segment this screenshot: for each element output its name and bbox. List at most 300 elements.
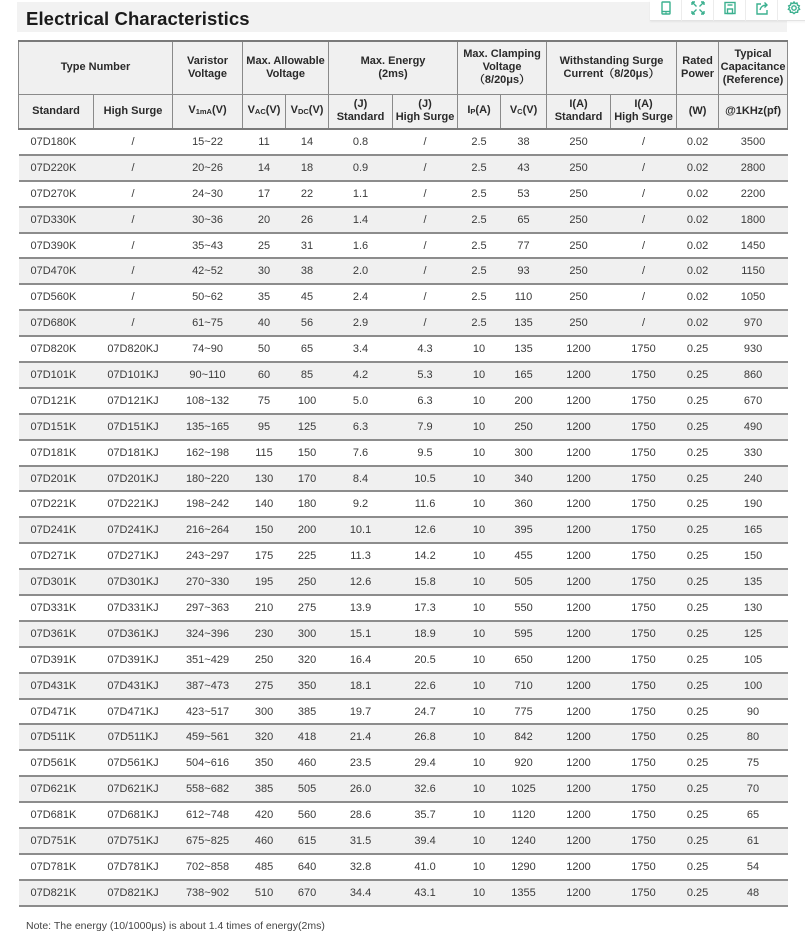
cell-vc: 395: [501, 517, 547, 543]
cell-current-standard: 1200: [547, 466, 611, 492]
cell-rated-power: 0.25: [677, 621, 719, 647]
subheader-high-surge: High Surge: [94, 94, 173, 129]
cell-vac: 50: [243, 336, 286, 362]
cell-energy-high-surge: 10.5: [393, 466, 458, 492]
cell-high-surge: 07D681KJ: [94, 802, 173, 828]
table-row: [19, 517, 788, 543]
cell-energy-standard: 1.1: [329, 181, 393, 207]
cell-ip: 10: [458, 647, 501, 673]
cell-vac: 485: [243, 854, 286, 880]
cell-ip: 10: [458, 724, 501, 750]
cell-vdc: 125: [286, 414, 329, 440]
cell-capacitance: 240: [719, 466, 788, 492]
cell-current-high-surge: 1750: [611, 466, 677, 492]
cell-rated-power: 0.25: [677, 336, 719, 362]
cell-varistor-voltage: 387~473: [173, 673, 243, 699]
cell-energy-high-surge: 15.8: [393, 569, 458, 595]
cell-vdc: 250: [286, 569, 329, 595]
cell-rated-power: 0.25: [677, 699, 719, 725]
cell-varistor-voltage: 15~22: [173, 129, 243, 155]
table-row: [19, 362, 788, 388]
cell-ip: 10: [458, 802, 501, 828]
cell-current-standard: 1200: [547, 880, 611, 906]
cell-vdc: 560: [286, 802, 329, 828]
cell-vac: 275: [243, 673, 286, 699]
cell-varistor-voltage: 675~825: [173, 828, 243, 854]
cell-energy-standard: 11.3: [329, 543, 393, 569]
cell-capacitance: 135: [719, 569, 788, 595]
cell-vac: 11: [243, 129, 286, 155]
cell-ip: 10: [458, 466, 501, 492]
cell-capacitance: 2200: [719, 181, 788, 207]
cell-energy-high-surge: 7.9: [393, 414, 458, 440]
cell-energy-standard: 2.4: [329, 284, 393, 310]
expand-button[interactable]: [682, 0, 714, 21]
header-type-number: Type Number: [19, 41, 173, 94]
cell-current-standard: 1200: [547, 491, 611, 517]
cell-vc: 135: [501, 336, 547, 362]
cell-vc: 505: [501, 569, 547, 595]
cell-rated-power: 0.25: [677, 491, 719, 517]
cell-capacitance: 80: [719, 724, 788, 750]
cell-ip: 2.5: [458, 129, 501, 155]
cell-vac: 20: [243, 207, 286, 233]
cell-capacitance: 1800: [719, 207, 788, 233]
subheader-ip: $I_P(A)$: [458, 94, 501, 129]
cell-current-high-surge: 1750: [611, 621, 677, 647]
table-row: [19, 129, 788, 155]
cell-high-surge: 07D151KJ: [94, 414, 173, 440]
cell-vc: 165: [501, 362, 547, 388]
cell-varistor-voltage: 324~396: [173, 621, 243, 647]
cell-current-high-surge: /: [611, 181, 677, 207]
cell-energy-standard: 9.2: [329, 491, 393, 517]
cell-high-surge: 07D241KJ: [94, 517, 173, 543]
cell-capacitance: 48: [719, 880, 788, 906]
cell-high-surge: 07D301KJ: [94, 569, 173, 595]
cell-current-high-surge: 1750: [611, 336, 677, 362]
cell-energy-high-surge: 41.0: [393, 854, 458, 880]
cell-current-standard: 1200: [547, 724, 611, 750]
cell-varistor-voltage: 135~165: [173, 414, 243, 440]
cell-vc: 1290: [501, 854, 547, 880]
cell-current-standard: 1200: [547, 776, 611, 802]
settings-icon: [787, 1, 801, 20]
cell-vdc: 460: [286, 750, 329, 776]
cell-rated-power: 0.25: [677, 440, 719, 466]
cell-energy-standard: 6.3: [329, 414, 393, 440]
cell-ip: 2.5: [458, 284, 501, 310]
cell-vc: 200: [501, 388, 547, 414]
cell-current-standard: 1200: [547, 854, 611, 880]
header-rated-power: Rated Power: [677, 41, 719, 94]
cell-ip: 2.5: [458, 155, 501, 181]
cell-rated-power: 0.25: [677, 569, 719, 595]
cell-current-high-surge: /: [611, 155, 677, 181]
cell-vdc: 31: [286, 233, 329, 259]
cell-vdc: 350: [286, 673, 329, 699]
cell-vc: 842: [501, 724, 547, 750]
subheader-vc: $V_C(V)$: [501, 94, 547, 129]
cell-vdc: 670: [286, 880, 329, 906]
cell-vac: 510: [243, 880, 286, 906]
cell-current-high-surge: 1750: [611, 543, 677, 569]
cell-varistor-voltage: 90~110: [173, 362, 243, 388]
cell-energy-standard: 16.4: [329, 647, 393, 673]
cell-energy-high-surge: 11.6: [393, 491, 458, 517]
cell-vac: 420: [243, 802, 286, 828]
cell-capacitance: 490: [719, 414, 788, 440]
cell-current-high-surge: 1750: [611, 880, 677, 906]
table-row: [19, 673, 788, 699]
table-row: [19, 750, 788, 776]
cell-varistor-voltage: 504~616: [173, 750, 243, 776]
cell-vac: 210: [243, 595, 286, 621]
cell-varistor-voltage: 108~132: [173, 388, 243, 414]
cell-current-standard: 1200: [547, 362, 611, 388]
table-row: [19, 699, 788, 725]
cell-vac: 17: [243, 181, 286, 207]
cell-varistor-voltage: 558~682: [173, 776, 243, 802]
cell-standard: 07D301K: [19, 569, 94, 595]
cell-current-high-surge: 1750: [611, 440, 677, 466]
cell-energy-standard: 1.6: [329, 233, 393, 259]
table-row: [19, 647, 788, 673]
cell-current-standard: 250: [547, 233, 611, 259]
table-row: [19, 828, 788, 854]
cell-current-standard: 1200: [547, 647, 611, 673]
cell-standard: 07D561K: [19, 750, 94, 776]
cell-vdc: 22: [286, 181, 329, 207]
settings-button[interactable]: [778, 0, 805, 21]
header-row-units: [19, 94, 788, 129]
cell-current-high-surge: 1750: [611, 828, 677, 854]
cell-vdc: 615: [286, 828, 329, 854]
cell-high-surge: 07D431KJ: [94, 673, 173, 699]
cell-energy-standard: 5.0: [329, 388, 393, 414]
cell-energy-high-surge: /: [393, 233, 458, 259]
cell-vc: 775: [501, 699, 547, 725]
save-icon: [723, 1, 737, 20]
cell-vac: 75: [243, 388, 286, 414]
cell-standard: 07D390K: [19, 233, 94, 259]
cell-vc: 1120: [501, 802, 547, 828]
cell-current-standard: 1200: [547, 543, 611, 569]
cell-ip: 10: [458, 362, 501, 388]
cell-vdc: 200: [286, 517, 329, 543]
cell-energy-standard: 3.4: [329, 336, 393, 362]
cell-current-high-surge: 1750: [611, 854, 677, 880]
cell-energy-high-surge: 32.6: [393, 776, 458, 802]
cell-current-standard: 1200: [547, 517, 611, 543]
cell-current-high-surge: /: [611, 207, 677, 233]
cell-capacitance: 105: [719, 647, 788, 673]
cell-ip: 10: [458, 414, 501, 440]
cell-energy-standard: 19.7: [329, 699, 393, 725]
cell-energy-high-surge: 5.3: [393, 362, 458, 388]
table-row: [19, 543, 788, 569]
cell-capacitance: 100: [719, 673, 788, 699]
cell-energy-standard: 8.4: [329, 466, 393, 492]
cell-rated-power: 0.25: [677, 543, 719, 569]
header-row-groups: [19, 41, 788, 94]
cell-vdc: 170: [286, 466, 329, 492]
cell-vdc: 320: [286, 647, 329, 673]
cell-vc: 1025: [501, 776, 547, 802]
cell-high-surge: 07D271KJ: [94, 543, 173, 569]
cell-energy-high-surge: /: [393, 310, 458, 336]
cell-vc: 360: [501, 491, 547, 517]
cell-high-surge: 07D361KJ: [94, 621, 173, 647]
cell-capacitance: 670: [719, 388, 788, 414]
cell-current-standard: 250: [547, 129, 611, 155]
cell-vc: 110: [501, 284, 547, 310]
cell-vac: 460: [243, 828, 286, 854]
cell-vc: 43: [501, 155, 547, 181]
subheader-energy-standard: (J) Standard: [329, 94, 393, 129]
cell-energy-standard: 26.0: [329, 776, 393, 802]
cell-vac: 175: [243, 543, 286, 569]
cell-current-standard: 1200: [547, 750, 611, 776]
cell-vdc: 65: [286, 336, 329, 362]
cell-vac: 195: [243, 569, 286, 595]
cell-varistor-voltage: 702~858: [173, 854, 243, 880]
cell-varistor-voltage: 42~52: [173, 258, 243, 284]
cell-vc: 595: [501, 621, 547, 647]
table-row: [19, 569, 788, 595]
cell-energy-standard: 13.9: [329, 595, 393, 621]
cell-capacitance: 54: [719, 854, 788, 880]
cell-ip: 10: [458, 336, 501, 362]
subheader-capacitance-unit: @1KHz(pf): [719, 94, 788, 129]
cell-current-standard: 1200: [547, 440, 611, 466]
cell-current-high-surge: 1750: [611, 491, 677, 517]
cell-ip: 10: [458, 388, 501, 414]
cell-high-surge: /: [94, 129, 173, 155]
cell-standard: 07D271K: [19, 543, 94, 569]
cell-capacitance: 970: [719, 310, 788, 336]
table-row: [19, 207, 788, 233]
cell-vdc: 418: [286, 724, 329, 750]
cell-current-high-surge: 1750: [611, 595, 677, 621]
cell-ip: 10: [458, 595, 501, 621]
cell-rated-power: 0.25: [677, 647, 719, 673]
cell-current-standard: 250: [547, 258, 611, 284]
cell-high-surge: /: [94, 284, 173, 310]
cell-vac: 350: [243, 750, 286, 776]
cell-vac: 25: [243, 233, 286, 259]
cell-capacitance: 150: [719, 543, 788, 569]
table-row: [19, 595, 788, 621]
cell-ip: 10: [458, 440, 501, 466]
cell-vc: 93: [501, 258, 547, 284]
cell-varistor-voltage: 243~297: [173, 543, 243, 569]
cell-standard: 07D221K: [19, 491, 94, 517]
cell-ip: 2.5: [458, 258, 501, 284]
cell-energy-standard: 1.4: [329, 207, 393, 233]
cell-rated-power: 0.02: [677, 207, 719, 233]
cell-vac: 300: [243, 699, 286, 725]
cell-ip: 10: [458, 854, 501, 880]
cell-rated-power: 0.25: [677, 724, 719, 750]
cell-varistor-voltage: 180~220: [173, 466, 243, 492]
table-row: [19, 155, 788, 181]
cell-energy-standard: 7.6: [329, 440, 393, 466]
cell-energy-high-surge: /: [393, 129, 458, 155]
cell-vdc: 18: [286, 155, 329, 181]
cell-energy-high-surge: 6.3: [393, 388, 458, 414]
cell-vc: 650: [501, 647, 547, 673]
cell-ip: 10: [458, 750, 501, 776]
cell-energy-high-surge: 24.7: [393, 699, 458, 725]
cell-current-high-surge: 1750: [611, 802, 677, 828]
save-button[interactable]: [714, 0, 746, 21]
subheader-current-standard: I(A) Standard: [547, 94, 611, 129]
cell-current-high-surge: 1750: [611, 776, 677, 802]
cell-vdc: 150: [286, 440, 329, 466]
cell-current-standard: 1200: [547, 673, 611, 699]
cell-standard: 07D180K: [19, 129, 94, 155]
cell-energy-high-surge: 4.3: [393, 336, 458, 362]
cell-current-standard: 1200: [547, 388, 611, 414]
cell-high-surge: 07D331KJ: [94, 595, 173, 621]
expand-icon: [691, 1, 705, 20]
cell-vac: 35: [243, 284, 286, 310]
cell-energy-high-surge: 29.4: [393, 750, 458, 776]
cell-energy-standard: 34.4: [329, 880, 393, 906]
cell-high-surge: /: [94, 258, 173, 284]
cell-vc: 65: [501, 207, 547, 233]
cell-vac: 95: [243, 414, 286, 440]
cell-rated-power: 0.25: [677, 880, 719, 906]
table-row: [19, 310, 788, 336]
cell-standard: 07D820K: [19, 336, 94, 362]
cell-energy-high-surge: 22.6: [393, 673, 458, 699]
cell-standard: 07D781K: [19, 854, 94, 880]
table-row: [19, 724, 788, 750]
cell-rated-power: 0.25: [677, 673, 719, 699]
cell-rated-power: 0.25: [677, 750, 719, 776]
cell-vac: 150: [243, 517, 286, 543]
cell-energy-high-surge: 18.9: [393, 621, 458, 647]
cell-vdc: 180: [286, 491, 329, 517]
cell-vac: 320: [243, 724, 286, 750]
cell-high-surge: 07D561KJ: [94, 750, 173, 776]
cell-rated-power: 0.25: [677, 362, 719, 388]
cell-rated-power: 0.25: [677, 828, 719, 854]
cell-energy-standard: 4.2: [329, 362, 393, 388]
cell-high-surge: 07D121KJ: [94, 388, 173, 414]
table-row: [19, 802, 788, 828]
table-row: [19, 233, 788, 259]
cell-vc: 455: [501, 543, 547, 569]
cell-ip: 10: [458, 776, 501, 802]
cell-varistor-voltage: 297~363: [173, 595, 243, 621]
cell-ip: 10: [458, 673, 501, 699]
cell-energy-standard: 31.5: [329, 828, 393, 854]
cell-vdc: 300: [286, 621, 329, 647]
cell-varistor-voltage: 30~36: [173, 207, 243, 233]
table-row: [19, 854, 788, 880]
cell-standard: 07D270K: [19, 181, 94, 207]
cell-energy-standard: 23.5: [329, 750, 393, 776]
table-row: [19, 466, 788, 492]
cell-rated-power: 0.02: [677, 233, 719, 259]
cell-current-high-surge: 1750: [611, 388, 677, 414]
cell-current-standard: 250: [547, 284, 611, 310]
cell-ip: 2.5: [458, 233, 501, 259]
cell-energy-high-surge: 43.1: [393, 880, 458, 906]
subheader-v1ma: $V_{1mA}(V)$: [173, 94, 243, 129]
table-row: [19, 440, 788, 466]
cell-ip: 2.5: [458, 181, 501, 207]
cell-ip: 10: [458, 880, 501, 906]
cell-varistor-voltage: 50~62: [173, 284, 243, 310]
cell-ip: 10: [458, 543, 501, 569]
cell-capacitance: 75: [719, 750, 788, 776]
tablet-view-button[interactable]: [650, 0, 682, 21]
cell-current-high-surge: 1750: [611, 699, 677, 725]
subheader-vac: $V_{AC}(V)$: [243, 94, 286, 129]
cell-standard: 07D621K: [19, 776, 94, 802]
share-icon: [755, 1, 769, 20]
cell-high-surge: /: [94, 233, 173, 259]
cell-energy-high-surge: 12.6: [393, 517, 458, 543]
cell-rated-power: 0.25: [677, 388, 719, 414]
cell-vac: 40: [243, 310, 286, 336]
cell-ip: 10: [458, 569, 501, 595]
cell-standard: 07D821K: [19, 880, 94, 906]
cell-energy-high-surge: /: [393, 181, 458, 207]
cell-capacitance: 1450: [719, 233, 788, 259]
header-max-energy: Max. Energy (2ms): [329, 41, 458, 94]
cell-current-standard: 1200: [547, 621, 611, 647]
table-row: [19, 621, 788, 647]
table-row: [19, 880, 788, 906]
cell-vdc: 100: [286, 388, 329, 414]
cell-rated-power: 0.02: [677, 155, 719, 181]
cell-standard: 07D101K: [19, 362, 94, 388]
cell-ip: 10: [458, 517, 501, 543]
cell-capacitance: 90: [719, 699, 788, 725]
cell-capacitance: 130: [719, 595, 788, 621]
cell-energy-high-surge: /: [393, 258, 458, 284]
cell-standard: 07D470K: [19, 258, 94, 284]
cell-energy-standard: 10.1: [329, 517, 393, 543]
cell-standard: 07D681K: [19, 802, 94, 828]
cell-varistor-voltage: 612~748: [173, 802, 243, 828]
cell-vdc: 275: [286, 595, 329, 621]
table-row: [19, 284, 788, 310]
cell-ip: 10: [458, 621, 501, 647]
cell-varistor-voltage: 351~429: [173, 647, 243, 673]
cell-vdc: 640: [286, 854, 329, 880]
cell-high-surge: 07D821KJ: [94, 880, 173, 906]
cell-vc: 300: [501, 440, 547, 466]
cell-vdc: 14: [286, 129, 329, 155]
cell-energy-high-surge: 14.2: [393, 543, 458, 569]
share-button[interactable]: [746, 0, 778, 21]
cell-vc: 920: [501, 750, 547, 776]
cell-energy-standard: 0.9: [329, 155, 393, 181]
cell-current-standard: 250: [547, 181, 611, 207]
cell-current-standard: 250: [547, 155, 611, 181]
cell-current-standard: 250: [547, 207, 611, 233]
cell-capacitance: 930: [719, 336, 788, 362]
cell-varistor-voltage: 24~30: [173, 181, 243, 207]
cell-rated-power: 0.25: [677, 776, 719, 802]
cell-current-standard: 1200: [547, 699, 611, 725]
